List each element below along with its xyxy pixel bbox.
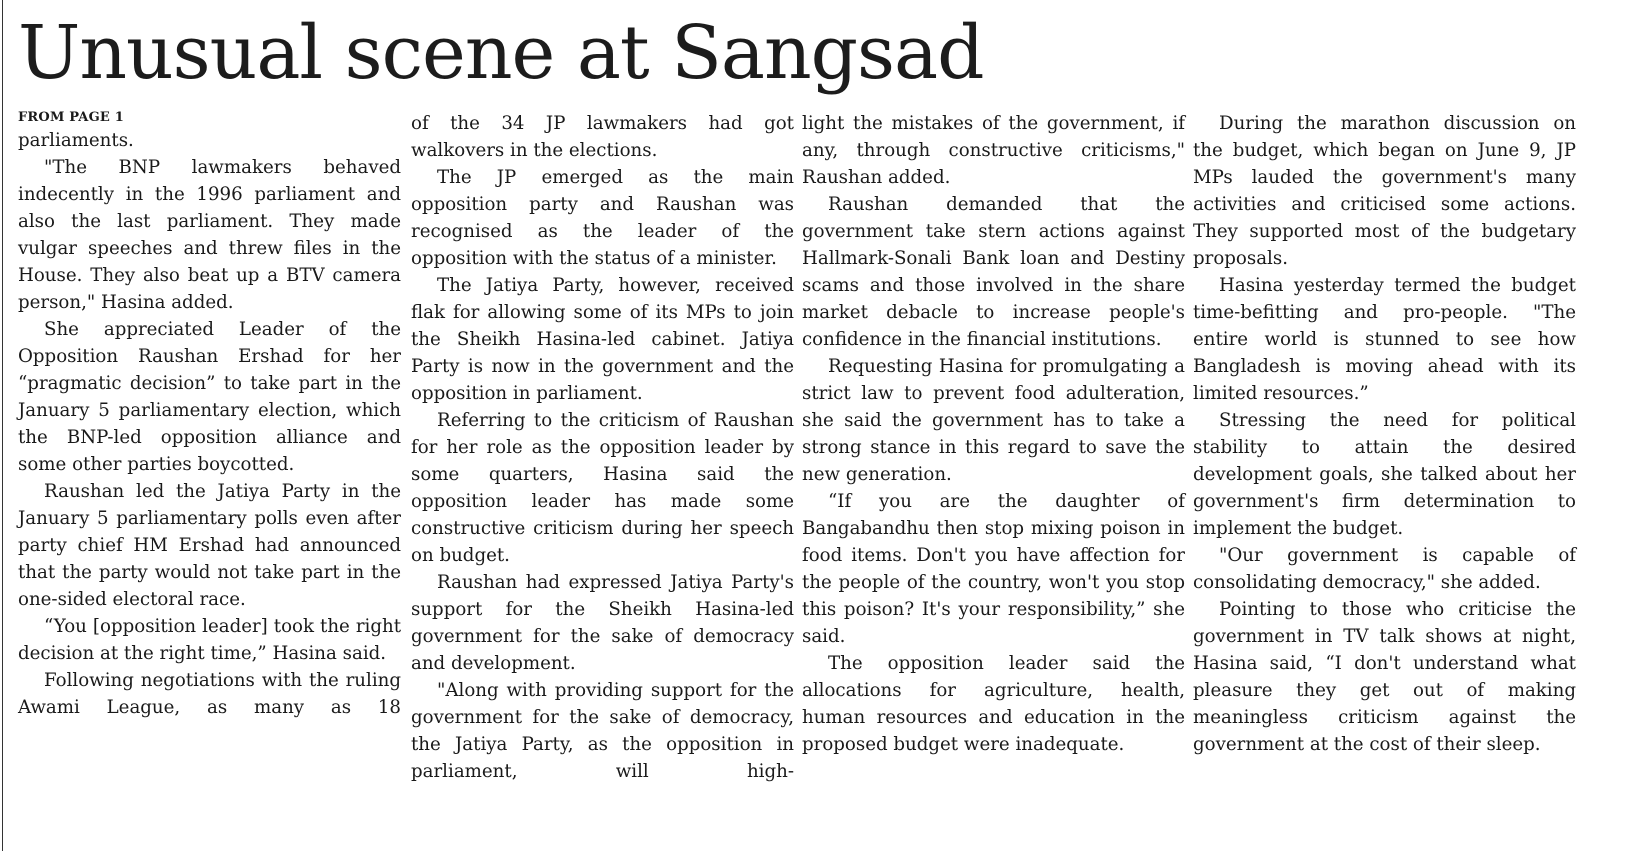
paragraph: Following negotiations with the ruling Awami League, as many as 18 <box>18 670 401 718</box>
paragraph: “You [opposition leader] took the right decision at the right time,” Hasina said. <box>18 616 401 664</box>
article-body <box>18 110 1618 851</box>
paragraph: The opposition leader said the allocations for agriculture, health, human resources and education in the proposed budget were inadequate. <box>802 653 1185 755</box>
paragraph: Hasina yesterday termed the budget time-befitting and pro-people. "The entire world is stunned to see how Bangladesh is moving ahead with its limited resources.” <box>1193 275 1576 404</box>
paragraph: Raushan had expressed Jatiya Party's support for the Sheikh Hasina-led government for the sake of democracy and development. <box>411 572 794 674</box>
paragraph: The JP emerged as the main opposition party and Raushan was recognised as the leader of the opposition with the status of a minister. <box>411 167 794 269</box>
paragraph: parliaments. <box>18 130 134 151</box>
paragraph: "The BNP lawmakers behaved indecently in the 1996 parliament and also the last parliament. They made vulgar speeches and threw files in the House. They also beat up a BTV camera person," Hasina added. <box>18 157 401 313</box>
left-column-rule <box>2 0 3 851</box>
paragraph: Raushan demanded that the government take stern actions against Hallmark-Sonali Bank loan and Destiny scams and those involved in the share market debacle to increase people's confidence in the financial institutions. <box>802 194 1185 350</box>
article-column-4 <box>1193 110 1576 758</box>
paragraph: She appreciated Leader of the Opposition Raushan Ershad for her “pragmatic decision” to take part in the January 5 parliamentary election, which the BNP-led opposition alliance and some other parties boycotted. <box>18 319 401 475</box>
paragraph: "Our government is capable of consolidating democracy," she added. <box>1193 545 1576 593</box>
paragraph: Stressing the need for political stability to attain the desired development goals, she talked about her government's firm determination to implement the budget. <box>1193 410 1576 539</box>
paragraph: "Along with providing support for the government for the sake of democracy, the Jatiya Party, as the opposition in parliament, will high- <box>411 680 794 782</box>
article-column-3 <box>802 110 1185 758</box>
article-column-1 <box>18 110 401 721</box>
article-column-2 <box>411 110 794 785</box>
paragraph: Raushan led the Jatiya Party in the January 5 parliamentary polls even after party chief HM Ershad had announced that the party would not take part in the one-sided electoral race. <box>18 481 401 610</box>
paragraph: During the marathon discussion on the budget, which began on June 9, JP MPs lauded the government's many activities and criticised some actions. They supported most of the budgetary proposals. <box>1193 113 1576 269</box>
paragraph: light the mistakes of the government, if any, through constructive criticisms," Raushan added. <box>802 113 1185 188</box>
paragraph: The Jatiya Party, however, received flak for allowing some of its MPs to join the Sheikh Hasina-led cabinet. Jatiya Party is now in the government and the opposition in parliament. <box>411 275 794 404</box>
paragraph: of the 34 JP lawmakers had got walkovers in the elections. <box>411 113 794 161</box>
paragraph: “If you are the daughter of Bangabandhu then stop mixing poison in food items. Don't you have affection for the people of the country, won't you stop this poison? It's your responsibility,” she said. <box>802 491 1185 647</box>
headline: Unusual scene at Sangsad <box>18 10 984 96</box>
paragraph: Pointing to those who criticise the government in TV talk shows at night, Hasina said, “I don't understand what pleasure they get out of making meaningless criticism against the government at the cost of their sleep. <box>1193 599 1576 755</box>
paragraph: Requesting Hasina for promulgating a strict law to prevent food adulteration, she said the government has to take a strong stance in this regard to save the new generation. <box>802 356 1185 485</box>
paragraph: Referring to the criticism of Raushan for her role as the opposition leader by some quarters, Hasina said the opposition leader has made some constructive criticism during her speech on budget. <box>411 410 794 566</box>
dateline: FROM PAGE 1 <box>18 110 124 125</box>
